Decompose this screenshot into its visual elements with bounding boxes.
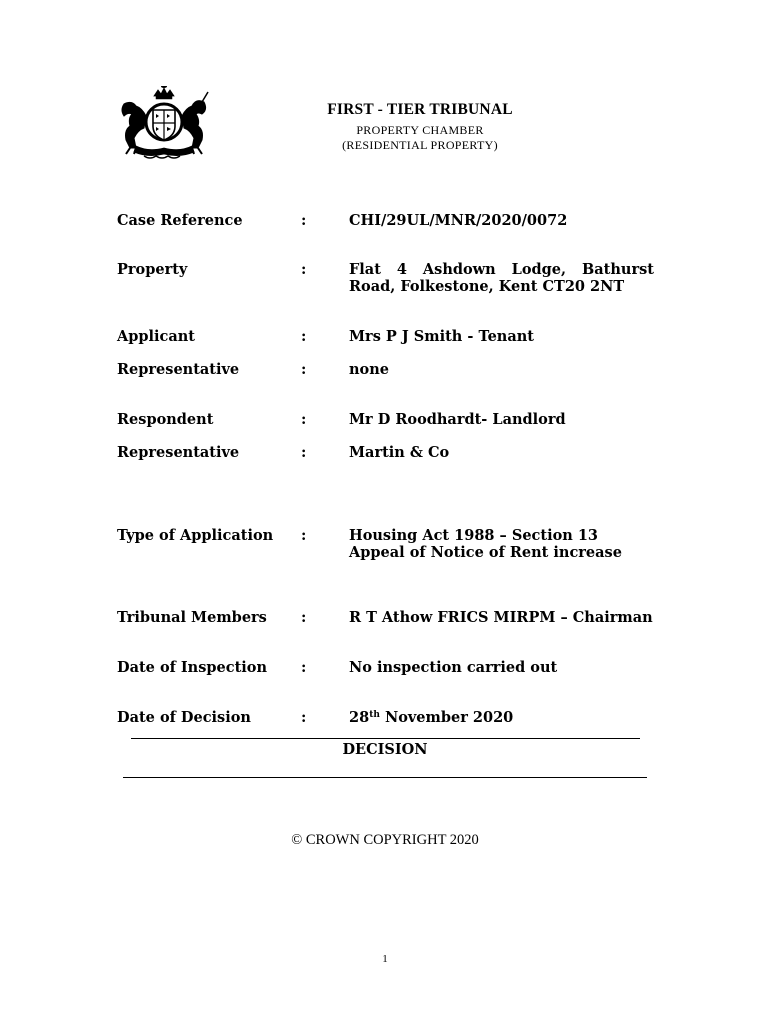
decision-day-suffix: th	[369, 710, 380, 720]
property-address-line-2: Road, Folkestone, Kent CT20 2NT	[349, 278, 625, 295]
field-separator: :	[301, 527, 307, 544]
field-value: none	[349, 361, 389, 378]
address-word: 4	[396, 261, 407, 278]
field-separator: :	[301, 709, 307, 726]
decision-day: 28	[349, 709, 370, 726]
field-label: Respondent	[117, 411, 214, 428]
divider-bottom	[123, 777, 647, 778]
address-word: Ashdown	[422, 261, 496, 278]
field-label: Case Reference	[117, 212, 243, 229]
field-value	[349, 709, 654, 726]
field-value	[349, 261, 654, 295]
chamber-subtitle: (RESIDENTIAL PROPERTY)	[342, 138, 498, 152]
tribunal-title: FIRST - TIER TRIBUNAL	[327, 101, 513, 118]
field-separator: :	[301, 411, 307, 428]
field-separator: :	[301, 659, 307, 676]
field-separator: :	[301, 328, 307, 345]
field-label: Applicant	[117, 328, 196, 345]
chamber-name: PROPERTY CHAMBER	[356, 123, 484, 137]
field-value	[349, 527, 654, 561]
field-separator: :	[301, 212, 307, 229]
field-label: Date of Inspection	[117, 659, 267, 676]
application-type-line-2: Appeal of Notice of Rent increase	[349, 544, 622, 561]
field-value: CHI/29UL/MNR/2020/0072	[349, 212, 568, 229]
address-word: Flat	[349, 261, 381, 278]
property-address-line-1	[349, 261, 654, 278]
field-label: Representative	[117, 361, 240, 378]
address-word: Bathurst	[582, 261, 654, 278]
field-label: Tribunal Members	[117, 609, 267, 626]
field-label: Representative	[117, 444, 240, 461]
divider-top	[131, 738, 640, 739]
tribunal-header	[300, 101, 540, 153]
field-label: Type of Application	[117, 527, 274, 544]
field-value: No inspection carried out	[349, 659, 558, 676]
field-value: R T Athow FRICS MIRPM – Chairman	[349, 609, 653, 626]
field-separator: :	[301, 361, 307, 378]
field-value: Mrs P J Smith - Tenant	[349, 328, 534, 345]
royal-coat-of-arms-icon	[118, 86, 210, 162]
field-value: Mr D Roodhardt- Landlord	[349, 411, 566, 428]
field-separator: :	[301, 261, 307, 278]
field-value: Martin & Co	[349, 444, 450, 461]
field-separator: :	[301, 609, 307, 626]
decision-month-year: November 2020	[379, 709, 514, 726]
field-label: Property	[117, 261, 188, 278]
page-number: 1	[382, 953, 388, 965]
field-separator: :	[301, 444, 307, 461]
application-type-line-1: Housing Act 1988 – Section 13	[349, 527, 599, 544]
field-label: Date of Decision	[117, 709, 251, 726]
address-word: Lodge,	[511, 261, 567, 278]
decision-heading: DECISION	[342, 741, 428, 758]
crown-copyright: © CROWN COPYRIGHT 2020	[291, 832, 479, 848]
